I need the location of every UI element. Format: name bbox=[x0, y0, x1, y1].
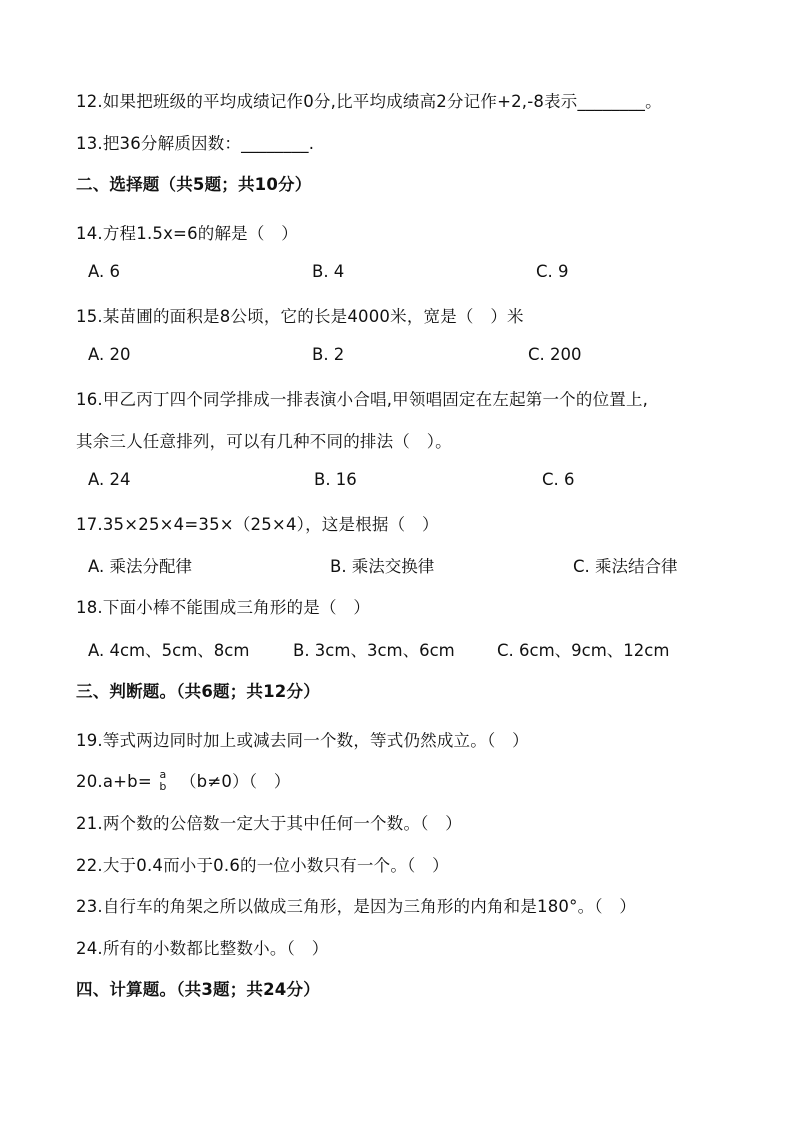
q16-option-c: C. 6 bbox=[542, 470, 575, 489]
question-16-line-1: 16.甲乙丙丁四个同学排成一排表演小合唱,甲领唱固定在左起第一个的位置上, bbox=[76, 390, 649, 409]
q14-option-c: C. 9 bbox=[536, 262, 569, 281]
q18-option-a: A. 4cm、5cm、8cm bbox=[88, 641, 250, 660]
q14-option-b: B. 4 bbox=[312, 262, 345, 281]
question-20 bbox=[76, 768, 291, 795]
q17-option-b: B. 乘法交换律 bbox=[330, 557, 435, 576]
question-24: 24.所有的小数都比整数小。（ ） bbox=[76, 939, 329, 958]
fraction-a-over-b bbox=[159, 769, 166, 793]
question-17: 17.35×25×4=35×（25×4），这是根据（ ） bbox=[76, 515, 439, 534]
q20-suffix: （b≠0）（ ） bbox=[179, 772, 291, 791]
question-23: 23.自行车的角架之所以做成三角形，是因为三角形的内角和是180°。（ ） bbox=[76, 897, 637, 916]
q15-option-c: C. 200 bbox=[528, 345, 582, 364]
section-heading-judgment: 三、判断题。（共6题；共12分） bbox=[76, 682, 320, 701]
q17-option-a: A. 乘法分配律 bbox=[88, 557, 192, 576]
q16-option-a: A. 24 bbox=[88, 470, 131, 489]
question-18: 18.下面小棒不能围成三角形的是（ ） bbox=[76, 598, 371, 617]
q15-option-a: A. 20 bbox=[88, 345, 131, 364]
q14-option-a: A. 6 bbox=[88, 262, 120, 281]
section-heading-choice: 二、选择题（共5题；共10分） bbox=[76, 175, 312, 194]
question-12: 12.如果把班级的平均成绩记作0分,比平均成绩高2分记作+2,-8表示________。 bbox=[76, 92, 662, 111]
q16-option-b: B. 16 bbox=[314, 470, 357, 489]
section-heading-calculation: 四、计算题。（共3题；共24分） bbox=[76, 980, 320, 999]
q18-option-b: B. 3cm、3cm、6cm bbox=[293, 641, 455, 660]
q20-prefix: 20.a+b= bbox=[76, 772, 152, 791]
question-16-line-2: 其余三人任意排列，可以有几种不同的排法（ ）。 bbox=[76, 432, 452, 451]
question-19: 19.等式两边同时加上或减去同一个数，等式仍然成立。（ ） bbox=[76, 731, 529, 750]
question-14: 14.方程1.5x=6的解是（ ） bbox=[76, 224, 298, 243]
question-15: 15.某苗圃的面积是8公顷，它的长是4000米，宽是（ ）米 bbox=[76, 307, 524, 326]
question-21: 21.两个数的公倍数一定大于其中任何一个数。（ ） bbox=[76, 814, 462, 833]
q18-option-c: C. 6cm、9cm、12cm bbox=[497, 641, 670, 660]
question-13: 13.把36分解质因数：________. bbox=[76, 134, 315, 153]
q15-option-b: B. 2 bbox=[312, 345, 345, 364]
question-22: 22.大于0.4而小于0.6的一位小数只有一个。（ ） bbox=[76, 856, 449, 875]
fraction-denominator: b bbox=[159, 779, 167, 793]
q17-option-c: C. 乘法结合律 bbox=[573, 557, 678, 576]
fraction-numerator: a bbox=[159, 767, 167, 781]
